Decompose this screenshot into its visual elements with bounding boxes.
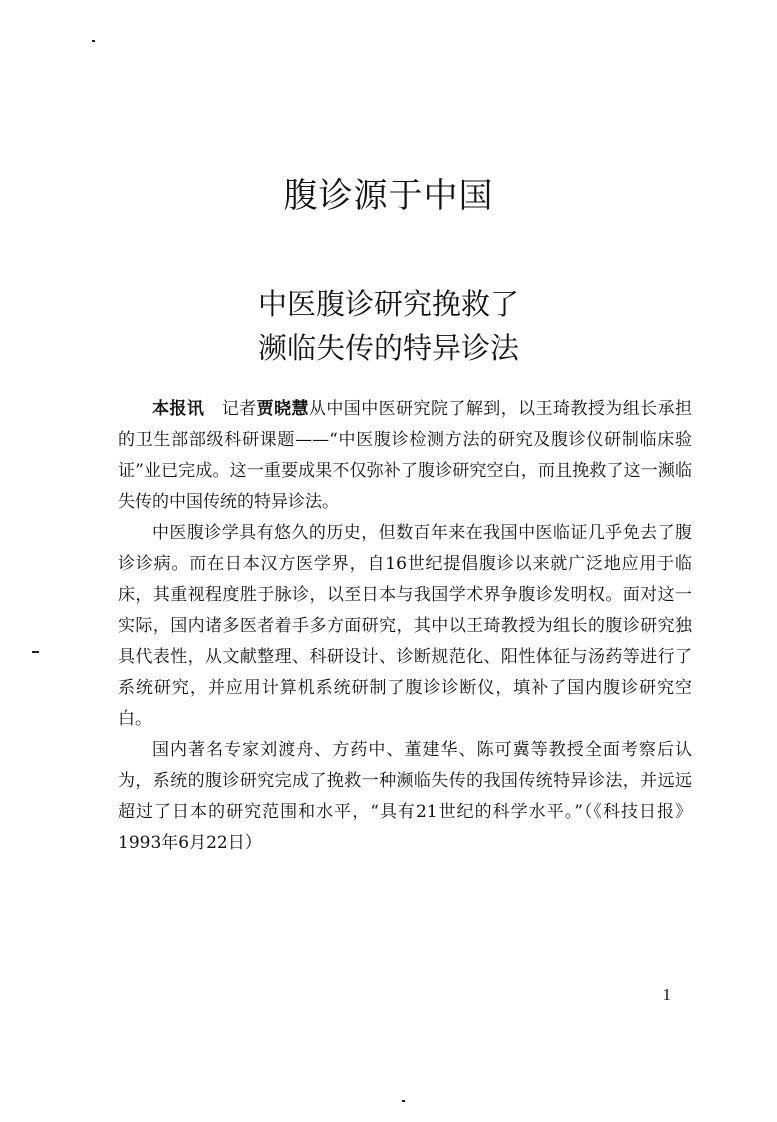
section-title: 腹诊源于中国 — [283, 176, 494, 216]
page-number: 1 — [662, 985, 671, 1004]
scan-speck-left — [32, 651, 39, 653]
article-paragraph-1 — [118, 394, 692, 518]
scan-speck-top — [92, 40, 95, 42]
article-body — [118, 394, 692, 859]
article-title — [0, 282, 777, 370]
article-paragraph-2: 中医腹诊学具有悠久的历史，但数百年来在我国中医临证几乎免去了腹诊诊病。而在日本汉方医学界，自16世纪提倡腹诊以来就广泛地应用于临床，其重视程度胜于脉诊，以至日本与我国学术界争腹诊发明权。面对这一实际，国内诸多医者着手多方面研究，其中以王琦教授为组长的腹诊研究独具代表性，从文献整理、科研设计、诊断规范化、阳性体征与汤药等进行了系统研究，并应用计算机系统研制了腹诊诊断仪，填补了国内腹诊研究空白。 — [118, 523, 692, 729]
article-title-line-2: 濒临失传的特异诊法 — [257, 331, 519, 365]
scan-speck-bottom — [402, 1100, 405, 1102]
paragraph-1-text: 从中国中医研究院了解到，以王琦教授为组长承担的卫生部部级科研课题——“中医腹诊检测方法的研究及腹诊仪研制临床验证”业已完成。这一重要成果不仅弥补了腹诊研究空白，而且挽救了这一濒临失传的中国传统的特异诊法。 — [118, 399, 693, 512]
lead-prefix: 记者 — [221, 399, 257, 419]
reporter-name: 贾晓慧 — [256, 399, 309, 419]
article-title-line-1: 中医腹诊研究挽救了 — [257, 287, 519, 321]
dateline: 本报讯 — [152, 399, 205, 419]
article-paragraph-3: 国内著名专家刘渡舟、方药中、董建华、陈可冀等教授全面考察后认为，系统的腹诊研究完成了挽救一种濒临失传的我国传统特异诊法，并远远超过了日本的研究范围和水平，“具有21世纪的科学水平。”（《科技日报》1993年6月22日） — [118, 740, 692, 853]
